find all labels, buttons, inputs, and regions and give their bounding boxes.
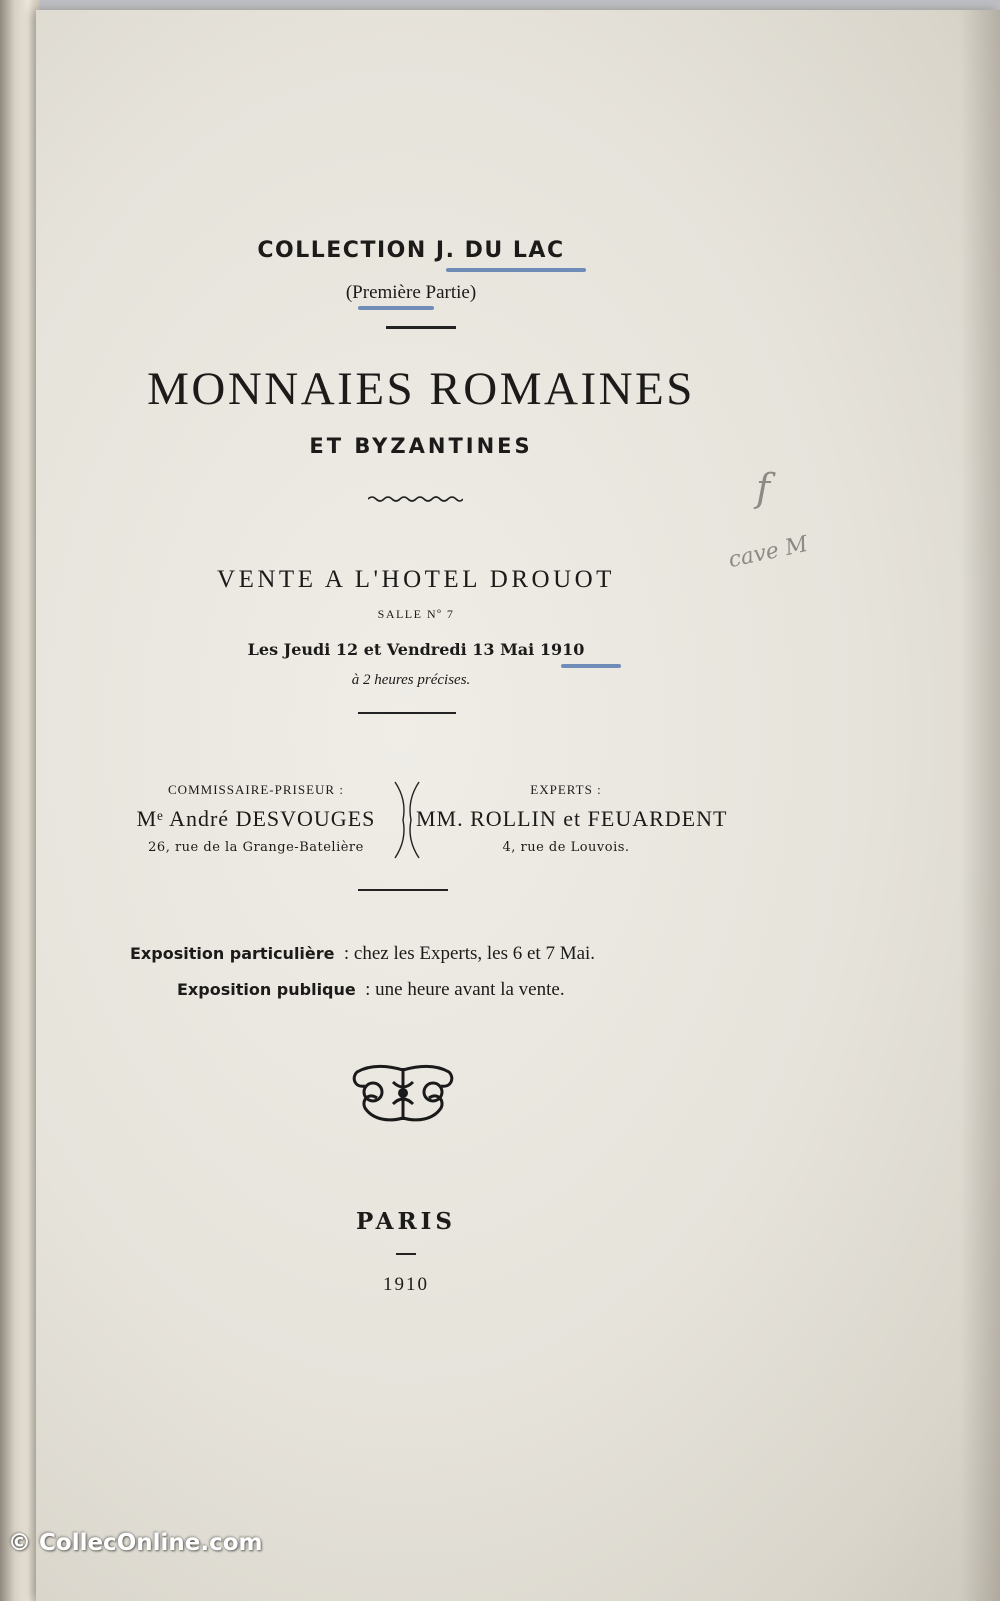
ink-underline [358, 306, 434, 310]
publication-year: 1910 [383, 1274, 429, 1295]
sale-room: SALLE Nº 7 [377, 607, 455, 621]
exposition-particuliere-label: Exposition particulière [130, 944, 335, 963]
ink-underline [561, 664, 621, 668]
pencil-note: cave M [726, 531, 811, 574]
pencil-mark: f [756, 466, 771, 510]
wavy-divider [368, 493, 463, 505]
catalogue-title: MONNAIES ROMAINES [147, 363, 695, 415]
place-of-publication: PARIS [356, 1208, 456, 1235]
page-edge-left [0, 0, 40, 1601]
commissaire-name: Mᵉ André DESVOUGES [136, 806, 376, 831]
divider [396, 1253, 416, 1255]
divider [386, 326, 456, 329]
collection-part: (Première Partie) [345, 282, 477, 303]
divider [358, 889, 448, 891]
sale-venue: VENTE A L'HOTEL DROUOT [217, 566, 615, 593]
commissaire-label: COMMISSAIRE-PRISEUR : [168, 782, 344, 797]
watermark: © CollecOnline.com [8, 1530, 263, 1556]
divider [358, 712, 456, 714]
exposition-publique [177, 979, 565, 1001]
experts-name: MM. ROLLIN et FEUARDENT [416, 806, 728, 831]
commissaire-address: 26, rue de la Grange-Batelière [148, 840, 364, 855]
collection-heading: COLLECTION J. DU LAC [257, 238, 565, 263]
exposition-publique-label: Exposition publique [177, 980, 356, 999]
experts-label: EXPERTS : [530, 782, 602, 797]
ink-underline [446, 268, 586, 272]
exposition-particuliere-text: : chez les Experts, les 6 et 7 Mai. [343, 943, 596, 964]
exposition-particuliere [130, 943, 595, 965]
ornament-icon [349, 1062, 457, 1124]
experts-address: 4, rue de Louvois. [502, 840, 630, 855]
exposition-publique-text: : une heure avant la vente. [365, 979, 565, 1000]
sale-dates: Les Jeudi 12 et Vendredi 13 Mai 1910 [247, 640, 585, 659]
catalogue-subtitle: ET BYZANTINES [309, 434, 533, 458]
sale-time: à 2 heures précises. [351, 672, 471, 688]
catalogue-page [36, 10, 1000, 1601]
